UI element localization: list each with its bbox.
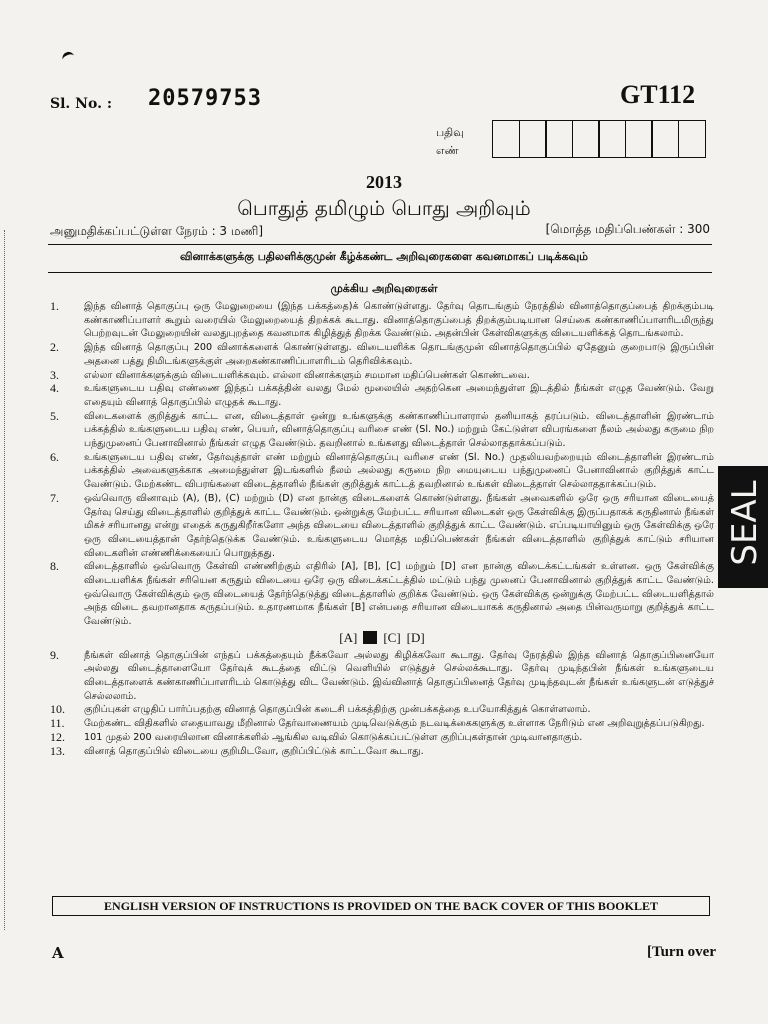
register-digit-box xyxy=(625,120,653,158)
instruction-item xyxy=(50,300,714,341)
register-digit-box xyxy=(651,120,679,158)
option-b-filled-icon xyxy=(363,631,377,644)
instruction-item xyxy=(50,369,714,383)
instruction-number: 11. xyxy=(50,716,65,731)
instruction-number: 8. xyxy=(50,559,59,574)
instruction-item xyxy=(50,492,714,561)
instruction-number: 7. xyxy=(50,490,59,505)
register-digit-box xyxy=(545,120,573,158)
instruction-item xyxy=(50,649,714,704)
instruction-item xyxy=(50,717,714,731)
instruction-text: இந்த வினாத் தொகுப்பு ஒரு மேலுறையை (இந்த பக்கத்தை)க் கொண்டுள்ளது. தேர்வு தொடங்கும் நேரத்தில் வினாத்தொகுப்பைத் திறக்கும்படி கண்காணிப்பாளர் கூறும் வரையில் மேலுறையைத் திறக்கக் கூடாது. வினாத்தொகுப்பைத் திறக்கும்படியான செய்கை கண்காணிப்பாளரிடமிருந்து பெற்றவுடன் மேலுறையின் வலதுபுறத்தை கவனமாக கிழித்துத் திறக்க வேண்டும். அதன்பின் கேள்விகளுக்கு விடையளிக்கத் தொடங்கலாம். xyxy=(84,301,714,340)
instruction-number: 4. xyxy=(50,381,59,396)
divider xyxy=(48,272,712,273)
answer-example xyxy=(50,631,714,645)
instructions-list xyxy=(50,300,714,758)
instruction-text: உங்களுடைய பதிவு எண், தேர்வுத்தாள் எண் மற்றும் வினாத்தொகுப்பு வரிசை எண் (Sl. No.) முதலியவற்றையும் விடைத்தாளின் இரண்டாம் பக்கத்தில் அவைகளுக்காக அமைந்துள்ள இடங்களில் நீலம் அல்லது கருமை நிற மையுடைய பந்துமுனைப் பேனாவினால் குறித்துக் காட்ட வேண்டும். மேற்கண்ட விபரங்களை விடைத்தாளில் நீங்கள் குறித்துக் காட்டத் தவறினால் உங்கள் விடைத்தாள் செல்லாததாக்கப்படும். xyxy=(84,451,714,491)
exam-subject: பொதுத் தமிழும் பொது அறிவும் xyxy=(237,196,531,220)
seal-label: SEAL xyxy=(725,480,765,566)
footer-series-letter: A xyxy=(52,944,64,962)
maximum-marks: [மொத்த மதிப்பெண்கள் : 300 xyxy=(545,222,710,236)
register-label-line2: எண் xyxy=(436,144,459,157)
instruction-item xyxy=(50,382,714,409)
instruction-number: 1. xyxy=(50,299,59,313)
seal-tab xyxy=(718,466,768,588)
option-a: [A] xyxy=(339,629,358,645)
register-label-line1: பதிவு xyxy=(436,126,464,139)
register-digit-box xyxy=(492,120,520,158)
exam-year: 2013 xyxy=(366,172,402,192)
turn-over-note: [Turn over xyxy=(646,944,716,960)
option-c: [C] xyxy=(383,629,401,645)
register-digit-box xyxy=(598,120,626,158)
instruction-text: எல்லா வினாக்களுக்கும் விடையளிக்கவும். எல்லா வினாக்களும் சமமான மதிப்பெண்கள் கொண்டவை. xyxy=(84,369,530,381)
instruction-number: 6. xyxy=(50,449,59,464)
read-instructions-note: வினாக்களுக்கு பதிலளிக்குமுன் கீழ்க்கண்ட அறிவுரைகளை கவனமாகப் படிக்கவும் xyxy=(179,250,589,263)
instruction-text: குறிப்புகள் எழுதிப் பார்ப்பதற்கு வினாத் தொகுப்பின் கடைசி பக்கத்திற்கு முன்பக்கத்தை உபயோகித்துக் கொள்ளலாம். xyxy=(84,704,591,716)
serial-number-value: 20579753 xyxy=(148,86,262,111)
instruction-text: மேற்கண்ட விதிகளில் எதையாவது மீறினால் தேர்வாணையம் முடிவெடுக்கும் நடவடிக்கைகளுக்கு உள்ளாக நேரிடும் என அறிவுறுத்தப்படுகிறது. xyxy=(84,718,705,730)
perforation-line xyxy=(4,230,8,930)
instruction-text: உங்களுடைய பதிவு எண்ணை இந்தப் பக்கத்தின் வலது மேல் மூலையில் அதற்கென அமைந்துள்ள இடத்தில் நீங்கள் எழுத வேண்டும். வேறு எதையும் வினாத் தொகுப்பில் எழுதக் கூடாது. xyxy=(84,383,714,408)
instruction-number: 9. xyxy=(50,647,59,662)
instruction-text: இந்த வினாத் தொகுப்பு 200 வினாக்களைக் கொண்டுள்ளது. விடையளிக்க தொடங்குமுன் வினாத்தொகுப்பில் ஏதேனும் குறைபாடு இருப்பின் அதனை பத்து நிமிடங்களுக்குள் அறைகண்காணிப்பாளரிடம் தெரிவிக்கவும். xyxy=(84,342,714,367)
instruction-item xyxy=(50,341,714,368)
instruction-number: 2. xyxy=(50,340,59,355)
instruction-item xyxy=(50,410,714,451)
instruction-text: ஒவ்வொரு வினாவும் (A), (B), (C) மற்றும் (D) என நான்கு விடைகளைக் கொண்டுள்ளது. நீங்கள் அவைகளில் ஒரே ஒரு சரியான விடையைத் தேர்வு செய்து விடைத்தாளில் குறித்துக் காட்ட வேண்டும். ஒன்றுக்கு மேற்பட்ட சரியான விடைகள் ஒரு கேள்விக்கு இருப்பதாகக் கருதினால் நீங்கள் மிகச் சரியானது என்று எதைக் கருதுகிறீர்களோ அந்த விடையை விடைத்தாளில் குறித்துக் காட்ட வேண்டும். எப்படியாயினும் ஒரு கேள்விக்கு ஒரே ஒரு விடையைத்தான் தேர்ந்தெடுக்க வேண்டும். உங்களுடைய மொத்த மதிப்பெண்கள் நீங்கள் விடைத்தாளில் குறித்துக் காட்டும் சரியான விடைகளின் எண்ணிக்கையைப் பொறுத்தது. xyxy=(84,492,714,559)
instruction-item xyxy=(50,731,714,745)
register-digit-box xyxy=(678,120,706,158)
register-digit-box xyxy=(519,120,547,158)
booklet-code: GT112 xyxy=(620,80,696,109)
instruction-text: விடைகளைக் குறித்துக் காட்ட என, விடைத்தாள் ஒன்று உங்களுக்கு கண்காணிப்பாளரால் தனியாகத் தரப்படும். விடைத்தாளின் இரண்டாம் பக்கத்தில் உங்களுடைய பதிவு எண், பெயர், வினாத்தொகுப்பு வரிசை எண் (Sl. No.) மற்றும் கேட்டுள்ள விபரங்களை நீலம் அல்லது கருமை நிற பந்துமுனைப் பேனாவினால் நீங்கள் எழுத வேண்டும். தவறினால் உங்களது விடைத்தாள் செல்லாததாக்கப்படும். xyxy=(84,410,714,450)
instruction-number: 12. xyxy=(50,729,65,744)
instruction-number: 10. xyxy=(50,702,65,717)
instruction-number: 13. xyxy=(50,743,65,758)
instruction-number: 3. xyxy=(50,367,59,382)
instruction-item xyxy=(50,451,714,492)
register-number-label xyxy=(436,124,484,160)
instruction-number: 5. xyxy=(50,408,59,423)
divider xyxy=(48,244,712,245)
english-version-note: ENGLISH VERSION OF INSTRUCTIONS IS PROVIDED ON THE BACK COVER OF THIS BOOKLET xyxy=(52,896,710,916)
instruction-text: வினாத் தொகுப்பில் விடையை குறிமிடவோ, குறிப்பிட்டுக் காட்டவோ கூடாது. xyxy=(84,745,424,757)
time-allowed: அனுமதிக்கப்பட்டுள்ள நேரம் : 3 மணி] xyxy=(50,224,264,238)
serial-number-label: Sl. No. : xyxy=(50,96,112,112)
instruction-item xyxy=(50,703,714,717)
register-number-boxes xyxy=(492,120,704,158)
instruction-text: 101 முதல் 200 வரையிலான வினாக்களில் ஆங்கில வடிவில் கொடுக்கப்பட்டுள்ள குறிப்புகள்தான் முடிவானதாகும். xyxy=(84,731,583,743)
option-d: [D] xyxy=(406,629,425,645)
staple-mark-icon xyxy=(61,50,75,63)
instruction-item xyxy=(50,745,714,759)
instruction-text: விடைத்தாளில் ஒவ்வொரு கேள்வி எண்ணிற்கும் எதிரில் [A], [B], [C] மற்றும் [D] என நான்கு விடைக்கட்டங்கள் உள்ளன. ஒரு கேள்விக்கு விடையளிக்க நீங்கள் சரியென கருதும் விடையை ஒரே ஒரு விடைக்கட்டத்தில் மட்டும் பந்து முனைப் பேனாவினால் குறித்துக் காட்ட வேண்டும். ஒவ்வொரு கேள்விக்கும் ஒரு விடையைத் தேர்ந்தெடுத்து விடைத்தாளில் குறிக்க வேண்டும். ஒரு கேள்விக்கு ஒன்றுக்கு மேற்பட்ட விடையளித்தால் அந்த விடை தவறானதாக கருதப்படும். உதாரணமாக நீங்கள் [B] என்பதை சரியான விடையாகக் கருதினால் அதை பின்வருமாறு குறித்துக் காட்ட வேண்டும். xyxy=(84,561,714,628)
instruction-item xyxy=(50,560,714,629)
important-instructions-heading: முக்கிய அறிவுரைகள் xyxy=(330,282,438,295)
register-digit-box xyxy=(572,120,600,158)
instruction-text: நீங்கள் வினாத் தொகுப்பின் எந்தப் பக்கத்தையும் நீக்கவோ அல்லது கிழிக்கவோ கூடாது. தேர்வு நேரத்தில் இந்த வினாத் தொகுப்பினையோ அல்லது விடைத்தாளையோ தேர்வுக் கூடத்தை விட்டு வெளியில் எடுத்துச் செல்லக்கூடாது. தேர்வு முடிந்தபின் நீங்கள் உங்களுடைய விடைத்தாளைக் கண்காணிப்பாளரிடம் கொடுத்து விட வேண்டும். இவ்வினாத் தொகுப்பினைத் தேர்வு முடிந்தவுடன் நீங்கள் உங்களுடன் எடுத்துச் செல்லலாம். xyxy=(84,649,714,702)
